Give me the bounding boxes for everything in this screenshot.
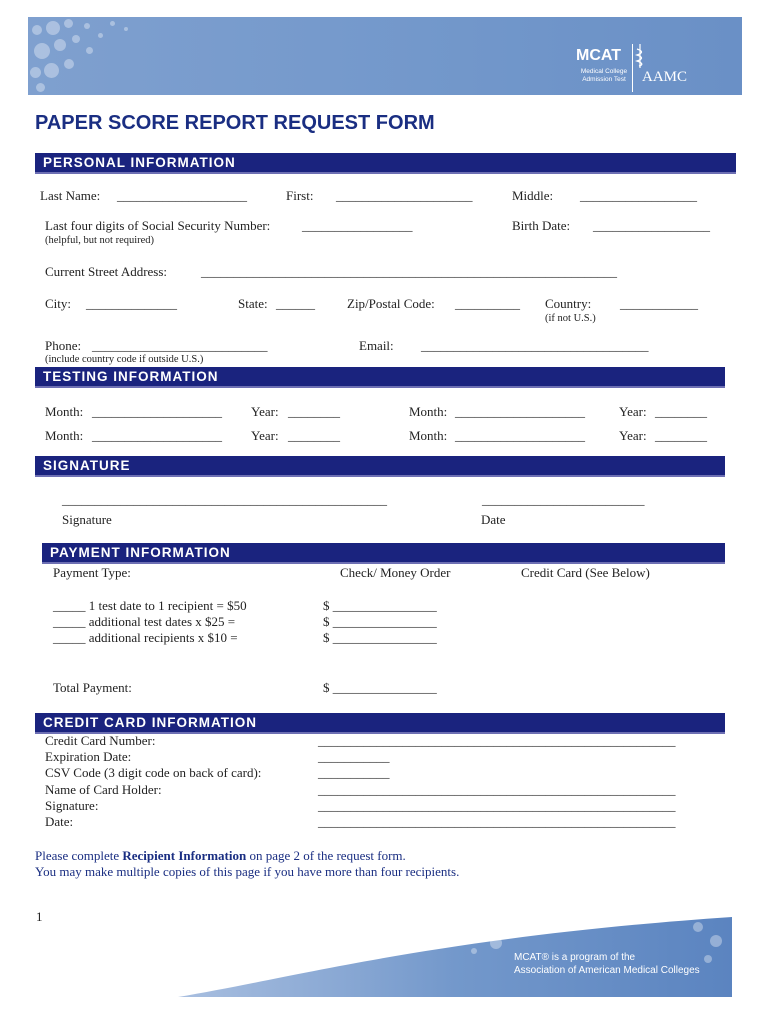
header-banner <box>28 17 742 95</box>
card-number-label: Credit Card Number: <box>45 733 156 748</box>
expiration-date-field[interactable]: ___________ <box>318 749 390 764</box>
logo-divider <box>632 44 633 92</box>
ssn-note: (helpful, but not required) <box>45 235 155 246</box>
credit-card-option[interactable]: Credit Card (See Below) <box>521 565 650 580</box>
card-holder-field[interactable]: _______________________________________________________ <box>318 782 676 797</box>
month-field[interactable]: ____________________ <box>92 428 222 443</box>
footer-line: Association of American Medical Colleges <box>514 965 700 976</box>
aamc-logo: AAMC <box>642 69 688 85</box>
country-field[interactable]: ____________ <box>620 296 698 311</box>
testing-info-header <box>35 367 725 388</box>
email-field[interactable]: ___________________________________ <box>421 338 649 353</box>
state-field[interactable]: ______ <box>276 296 315 311</box>
caduceus-icon <box>634 43 646 69</box>
phone-field[interactable]: ___________________________ <box>92 338 268 353</box>
card-signature-field[interactable]: _______________________________________________________ <box>318 798 676 813</box>
csv-code-field[interactable]: ___________ <box>318 765 390 780</box>
year-field[interactable]: ________ <box>288 428 340 443</box>
date-field[interactable]: _________________________ <box>482 492 645 507</box>
amount-field[interactable]: $ ________________ <box>323 630 437 645</box>
decorative-dot <box>54 39 66 51</box>
copies-note: You may make multiple copies of this page if you have more than four recipients. <box>35 864 460 879</box>
page-number: 1 <box>36 909 43 924</box>
country-label: Country: <box>545 296 592 311</box>
month-label: Month: <box>409 404 448 419</box>
signature-field[interactable]: __________________________________________________ <box>62 492 387 507</box>
amount-field[interactable]: $ ________________ <box>323 614 437 629</box>
signature-label: Signature <box>62 512 112 527</box>
decorative-dot <box>32 25 42 35</box>
month-label: Month: <box>409 428 448 443</box>
fee-item: _____ 1 test date to 1 recipient = $50 <box>53 598 247 613</box>
month-field[interactable]: ____________________ <box>455 428 585 443</box>
personal-info-header <box>35 153 736 174</box>
signature-header <box>35 456 725 477</box>
street-address-label: Current Street Address: <box>45 264 168 279</box>
credit-card-info-header <box>35 713 725 734</box>
ssn-field[interactable]: _________________ <box>302 218 413 233</box>
decorative-dot <box>84 23 90 29</box>
zip-field[interactable]: __________ <box>455 296 520 311</box>
total-payment-field[interactable]: $ ________________ <box>323 680 437 695</box>
year-label: Year: <box>251 428 279 443</box>
total-payment-label: Total Payment: <box>53 680 132 695</box>
card-number-field[interactable]: _______________________________________________________ <box>318 733 676 748</box>
payment-info-header <box>42 543 725 564</box>
check-money-order-option[interactable]: Check/ Money Order <box>340 565 451 580</box>
city-label: City: <box>45 296 72 311</box>
decorative-dot <box>44 63 59 78</box>
zip-label: Zip/Postal Code: <box>347 296 435 311</box>
state-label: State: <box>238 296 268 311</box>
email-label: Email: <box>359 338 394 353</box>
birth-date-label: Birth Date: <box>512 218 571 233</box>
year-field[interactable]: ________ <box>655 428 707 443</box>
first-name-field[interactable]: _____________________ <box>336 188 473 203</box>
middle-name-label: Middle: <box>512 188 554 203</box>
decorative-dot <box>64 59 74 69</box>
month-field[interactable]: ____________________ <box>455 404 585 419</box>
middle-name-field[interactable]: __________________ <box>580 188 697 203</box>
last-name-field[interactable]: ____________________ <box>117 188 247 203</box>
form-title: PAPER SCORE REPORT REQUEST FORM <box>35 112 435 134</box>
decorative-dot <box>72 35 80 43</box>
month-label: Month: <box>45 404 84 419</box>
fee-item: _____ additional recipients x $10 = <box>53 630 238 645</box>
fee-item: _____ additional test dates x $25 = <box>53 614 236 629</box>
year-label: Year: <box>251 404 279 419</box>
decorative-dot <box>86 47 93 54</box>
month-label: Month: <box>45 428 84 443</box>
testing-info-heading: TESTING INFORMATION <box>43 369 219 384</box>
decorative-dot <box>30 67 41 78</box>
csv-code-label: CSV Code (3 digit code on back of card): <box>45 765 262 780</box>
year-label: Year: <box>619 404 647 419</box>
phone-label: Phone: <box>45 338 82 353</box>
decorative-dot <box>110 21 115 26</box>
recipient-note <box>35 848 406 864</box>
phone-note: (include country code if outside U.S.) <box>45 354 204 365</box>
payment-type-label: Payment Type: <box>53 565 131 580</box>
city-field[interactable]: ______________ <box>86 296 177 311</box>
personal-info-heading: PERSONAL INFORMATION <box>43 155 236 170</box>
amount-field[interactable]: $ ________________ <box>323 598 437 613</box>
card-signature-label: Signature: <box>45 798 99 813</box>
month-field[interactable]: ____________________ <box>92 404 222 419</box>
mcat-logo-subtitle: Medical College Admission Test <box>580 68 628 83</box>
first-name-label: First: <box>286 188 314 203</box>
decorative-dot <box>64 19 73 28</box>
year-label: Year: <box>619 428 647 443</box>
footer-line: MCAT® is a program of the <box>514 952 636 963</box>
year-field[interactable]: ________ <box>655 404 707 419</box>
ssn-label: Last four digits of Social Security Number: <box>45 218 271 233</box>
year-field[interactable]: ________ <box>288 404 340 419</box>
card-holder-label: Name of Card Holder: <box>45 782 162 797</box>
card-date-field[interactable]: _______________________________________________________ <box>318 814 676 829</box>
card-date-label: Date: <box>45 814 74 829</box>
street-address-field[interactable]: ________________________________________________________________ <box>201 264 617 279</box>
birth-date-field[interactable]: __________________ <box>593 218 710 233</box>
payment-info-heading: PAYMENT INFORMATION <box>50 545 231 560</box>
expiration-date-label: Expiration Date: <box>45 749 132 764</box>
credit-card-info-heading: CREDIT CARD INFORMATION <box>43 715 257 730</box>
recipient-info-emphasis: Recipient Information <box>122 848 247 863</box>
last-name-label: Last Name: <box>40 188 101 203</box>
decorative-dot <box>46 21 60 35</box>
footer-text <box>514 951 700 977</box>
decorative-dot <box>34 43 50 59</box>
note-text: Please complete <box>35 848 123 863</box>
note-text: on page 2 of the request form. <box>246 848 406 863</box>
country-note: (if not U.S.) <box>545 313 596 324</box>
date-label: Date <box>481 512 506 527</box>
mcat-logo: MCAT <box>576 47 622 64</box>
signature-heading: SIGNATURE <box>43 458 131 473</box>
decorative-dot <box>124 27 128 31</box>
decorative-dot <box>98 33 103 38</box>
decorative-dot <box>36 83 45 92</box>
